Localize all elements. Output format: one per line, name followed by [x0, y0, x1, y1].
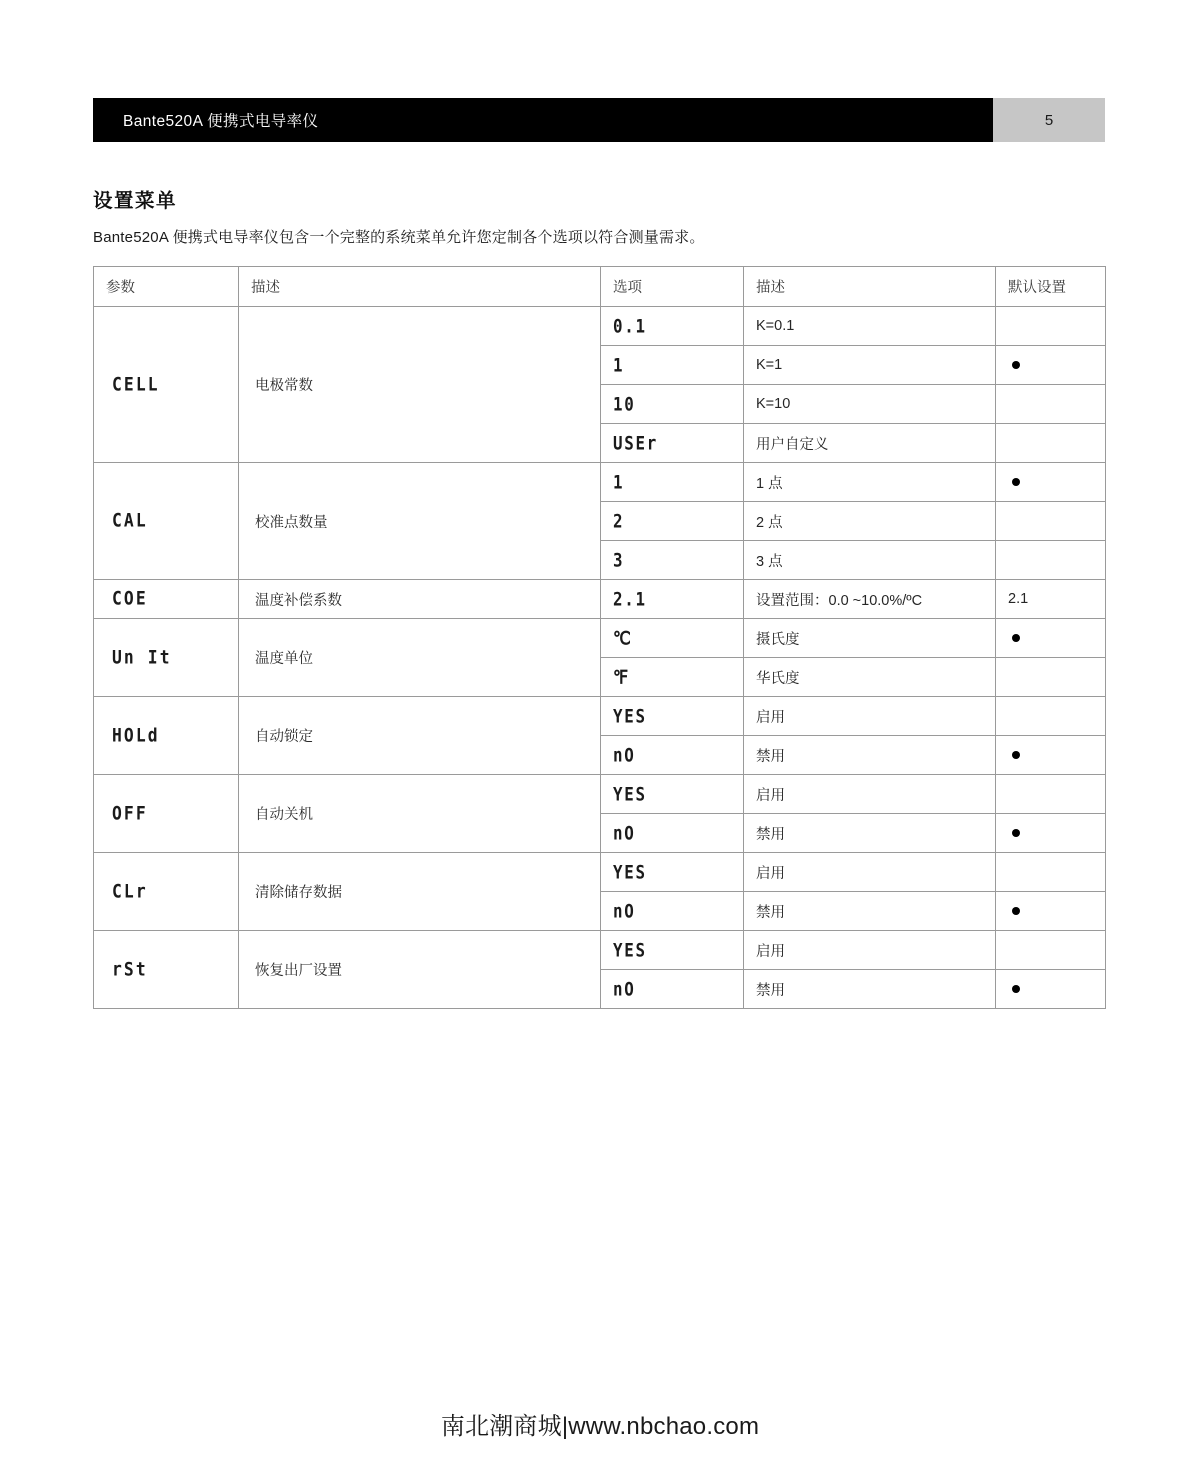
column-header-option-description: 描述: [744, 267, 996, 307]
default-setting-cell: [996, 385, 1106, 424]
option-description-cell: 华氏度: [744, 658, 996, 697]
default-setting-cell: [996, 346, 1106, 385]
option-value-cell: [601, 424, 744, 463]
page-number-block: [993, 98, 1105, 142]
table-header-row: [94, 267, 1106, 307]
option-value-cell: [601, 931, 744, 970]
option-description-cell: 3 点: [744, 541, 996, 580]
table-row: [94, 775, 1106, 814]
option-description-cell: 摄氏度: [744, 619, 996, 658]
table-row: [94, 931, 1106, 970]
option-value-cell: [601, 307, 744, 346]
table-body: [94, 307, 1106, 1009]
table-row: [94, 580, 1106, 619]
column-header-option: 选项: [601, 267, 744, 307]
option-lcd-value: YES: [613, 783, 647, 805]
default-setting-cell: [996, 736, 1106, 775]
option-value-cell: [601, 346, 744, 385]
option-value-cell: [601, 853, 744, 892]
option-value-cell: [601, 463, 744, 502]
option-value-cell: [601, 892, 744, 931]
default-setting-cell: [996, 424, 1106, 463]
default-setting-cell: [996, 658, 1106, 697]
column-header-parameter: 参数: [94, 267, 239, 307]
default-marker-dot-icon: [1012, 829, 1020, 837]
parameter-lcd-label: CELL: [112, 373, 160, 396]
default-setting-cell: [996, 463, 1106, 502]
column-header-default: 默认设置: [996, 267, 1106, 307]
header-title: Bante520A 便携式电导率仪: [123, 113, 319, 130]
default-setting-cell: [996, 892, 1106, 931]
parameter-cell: [94, 619, 239, 697]
option-value-cell: [601, 385, 744, 424]
option-description-cell: 禁用: [744, 736, 996, 775]
table-row: [94, 307, 1106, 346]
option-lcd-value: 1: [613, 354, 625, 376]
parameter-cell: [94, 853, 239, 931]
option-value-cell: [601, 502, 744, 541]
table-row: [94, 619, 1106, 658]
option-value-cell: [601, 814, 744, 853]
option-description-cell: 禁用: [744, 814, 996, 853]
default-marker-dot-icon: [1012, 985, 1020, 993]
option-description-cell: 启用: [744, 931, 996, 970]
option-value-cell: [601, 775, 744, 814]
parameter-description-cell: 电极常数: [239, 307, 601, 463]
table-header: [94, 267, 1106, 307]
option-lcd-value: nO: [613, 822, 636, 844]
option-lcd-value: ℉: [613, 666, 630, 688]
default-setting-cell: [996, 697, 1106, 736]
parameter-cell: [94, 580, 239, 619]
page-number: 5: [1044, 111, 1054, 129]
parameter-description-cell: 自动关机: [239, 775, 601, 853]
default-marker-dot-icon: [1012, 361, 1020, 369]
parameter-cell: [94, 775, 239, 853]
option-description-cell: K=0.1: [744, 307, 996, 346]
default-setting-cell: [996, 502, 1106, 541]
section-title: 设置菜单: [93, 190, 178, 212]
table-row: [94, 697, 1106, 736]
option-description-cell: 禁用: [744, 892, 996, 931]
footer-text: 南北潮商城|www.nbchao.com: [440, 1413, 760, 1440]
option-value-cell: [601, 658, 744, 697]
page-header-bar: [93, 98, 1105, 142]
default-value-text: 2.1: [1008, 591, 1029, 607]
option-lcd-value: nO: [613, 978, 636, 1000]
parameter-lcd-label: OFF: [112, 802, 148, 825]
option-lcd-value: YES: [613, 861, 647, 883]
parameter-description-cell: 自动锁定: [239, 697, 601, 775]
option-lcd-value: nO: [613, 900, 636, 922]
option-lcd-value: 1: [613, 471, 625, 493]
option-description-cell: 启用: [744, 697, 996, 736]
option-lcd-value: YES: [613, 705, 647, 727]
default-marker-dot-icon: [1012, 478, 1020, 486]
option-description-cell: 用户自定义: [744, 424, 996, 463]
table-row: [94, 463, 1106, 502]
option-lcd-value: 10: [613, 393, 636, 415]
option-description-cell: 设置范围：0.0 ~10.0%/ºC: [744, 580, 996, 619]
option-value-cell: [601, 970, 744, 1009]
option-lcd-value: nO: [613, 744, 636, 766]
option-value-cell: [601, 580, 744, 619]
default-setting-cell: [996, 853, 1106, 892]
option-value-cell: [601, 541, 744, 580]
parameter-cell: [94, 463, 239, 580]
default-marker-dot-icon: [1012, 907, 1020, 915]
default-setting-cell: [996, 775, 1106, 814]
parameter-lcd-label: rSt: [112, 958, 148, 981]
default-setting-cell: [996, 307, 1106, 346]
parameter-description-cell: 温度单位: [239, 619, 601, 697]
default-setting-cell: [996, 970, 1106, 1009]
option-lcd-value: 0.1: [613, 315, 647, 337]
option-lcd-value: ℃: [613, 627, 633, 649]
parameter-description-cell: 温度补偿系数: [239, 580, 601, 619]
parameter-lcd-label: HOLd: [112, 724, 160, 747]
default-setting-cell: [996, 580, 1106, 619]
option-lcd-value: 2.1: [613, 588, 647, 610]
section-intro-text: Bante520A 便携式电导率仪包含一个完整的系统菜单允许您定制各个选项以符合测量需求。: [93, 229, 705, 246]
parameter-description-cell: 清除储存数据: [239, 853, 601, 931]
header-title-block: [93, 98, 993, 142]
option-description-cell: K=1: [744, 346, 996, 385]
default-marker-dot-icon: [1012, 751, 1020, 759]
column-header-description: 描述: [239, 267, 601, 307]
parameter-cell: [94, 931, 239, 1009]
option-lcd-value: 2: [613, 510, 625, 532]
option-description-cell: 禁用: [744, 970, 996, 1009]
parameter-lcd-label: CLr: [112, 880, 148, 903]
parameter-lcd-label: Un It: [112, 646, 172, 669]
parameter-lcd-label: CAL: [112, 509, 148, 533]
default-setting-cell: [996, 541, 1106, 580]
parameter-description-cell: 校准点数量: [239, 463, 601, 580]
parameter-cell: [94, 307, 239, 463]
table-row: [94, 853, 1106, 892]
parameter-cell: [94, 697, 239, 775]
option-description-cell: 启用: [744, 775, 996, 814]
option-description-cell: K=10: [744, 385, 996, 424]
parameter-lcd-label: COE: [112, 587, 148, 611]
option-description-cell: 启用: [744, 853, 996, 892]
option-value-cell: [601, 619, 744, 658]
option-lcd-value: 3: [613, 549, 625, 571]
option-description-cell: 1 点: [744, 463, 996, 502]
option-value-cell: [601, 736, 744, 775]
default-setting-cell: [996, 814, 1106, 853]
option-value-cell: [601, 697, 744, 736]
default-setting-cell: [996, 931, 1106, 970]
option-lcd-value: YES: [613, 939, 647, 961]
parameter-description-cell: 恢复出厂设置: [239, 931, 601, 1009]
settings-menu-table: [93, 266, 1106, 1009]
default-marker-dot-icon: [1012, 634, 1020, 642]
option-lcd-value: USEr: [613, 432, 659, 454]
default-setting-cell: [996, 619, 1106, 658]
option-description-cell: 2 点: [744, 502, 996, 541]
